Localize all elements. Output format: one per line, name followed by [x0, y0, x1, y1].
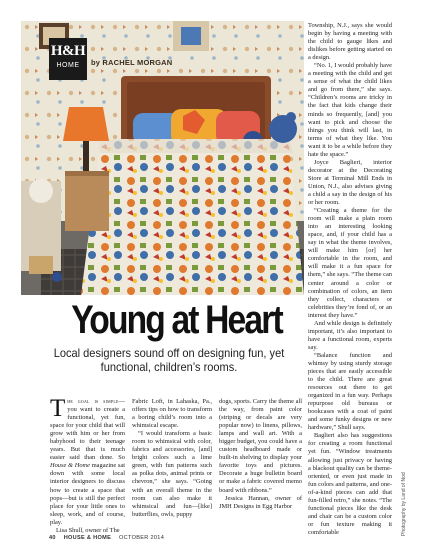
body-paragraph: Baglieri also has suggestions for creating a room functional yet fun. “Window treatments allowing just privacy or having a blackout quality can be theme-oriented, or even just made in fun colors and patterns, and one-of-a-kind pieces can add that fun-filled retro,” she notes. “The functional pieces like the desk and chair can be a custom color or fun texture making it comfortable	[308, 432, 392, 536]
byline: by RACHEL MORGAN	[91, 58, 173, 67]
body-paragraph: Township, N.J., says she would begin by having a meeting with the child to gauge likes and dislikes before getting started on a design.	[308, 22, 392, 62]
body-column-3	[219, 398, 302, 511]
folio-magazine: HOUSE & HOME	[63, 535, 112, 541]
folio-date: OCTOBER 2014	[118, 535, 165, 541]
body-paragraph: “Balance function and whimsy by using sturdy storage pieces that are easily accessible to the child. There are great resources out there to get organized in a fun way. Perhaps repurpose old bureaus or bookcases with a coat of paint and some funky designs or new hardware,” Shull says.	[308, 351, 392, 432]
logo-mark: H&H	[50, 43, 86, 59]
body-paragraph: Joyce Baglieri, interior decorator at the Decorating Store at Terminal Mill Ends in Union, N.J., also advises giving a child a say in the design of his or her room.	[308, 158, 392, 207]
headline: Young at Heart	[71, 298, 282, 342]
body-paragraph: “Creating a theme for the room will make a plain room into an interesting looking space, and, if your child has a say in what the theme involves, will make him [or] her comfortable in the room, and will make it a fun space for them,” she says. “The theme can center around a color or combination of colors, an item they collect, characters or celebrities they’re fond of, or an interest they have.”	[308, 207, 392, 319]
body-paragraph	[50, 395, 125, 527]
photo-credit: Photography by Land of Nod	[401, 472, 407, 536]
body-paragraph: Lisa Shull, owner of The	[56, 526, 120, 534]
body-paragraph: Jessica Hannan, owner of JMH Designs in Egg Harbor	[219, 494, 302, 510]
drop-cap: T	[50, 395, 66, 422]
lead-in: he goal is simple	[67, 398, 119, 405]
body-paragraph: And while design is definitely important, it’s also important to have a functional room, experts say.	[308, 319, 392, 351]
house-and-home-logo	[49, 38, 87, 80]
body-text: magazine sat down with some local interior designers to discuss how to create a space that pops—but is still the perfect place for your little ones to sleep, work, and of course, play.	[50, 462, 125, 526]
body-paragraph: Fabric Loft, in Lahaska, Pa., offers tips on how to transform a boring child’s room into a whimsical escape.	[132, 398, 212, 430]
body-column-4	[308, 22, 392, 537]
folio	[49, 535, 164, 541]
body-paragraph: “I would transform a basic room to whimsical with color, fabrics and accessories, [and] bright colors such a lime green, with fun patterns such as polka dots, animal prints or chevron,” she says. “Going with an overall theme in the room can also make it whimsical and fun—[like] butterflies, owls, puppy	[132, 430, 212, 518]
body-text: —you want to create a functional, yet fun, space for your child that will grow with him or her from babyhood to their teenage years. But that is much easier said than done. So	[50, 398, 125, 462]
deck: Local designers sound off on designing fun, yet functional, children’s rooms.	[53, 346, 285, 374]
page-number: 40	[49, 535, 56, 541]
body-paragraph: “No. 1, I would probably have a meeting with the child and get a sense of what the child likes and go from there,” she says. “Children’s rooms are tricky in the fact that kids change their minds so frequently, [and] you want to pick and choose the things you think will last, in terms of what they like. You want it to be a while before they hate the space.”	[308, 62, 392, 158]
body-paragraph: dogs, sports. Carry the theme all the way, from paint color (striping or decals are very popular now) to linens, pillows, lamps and wall art. With a bigger budget, you could have a custom headboard made or built-in shelving to display your favorite toys and pictures. Decorate a huge bulletin board or make a fabric covered memo board with ribbons.”	[219, 398, 302, 494]
body-column-2	[132, 398, 212, 519]
magazine-name: House & Home	[50, 462, 90, 470]
logo-sub: HOME	[56, 62, 80, 69]
body-column-1	[50, 395, 125, 535]
